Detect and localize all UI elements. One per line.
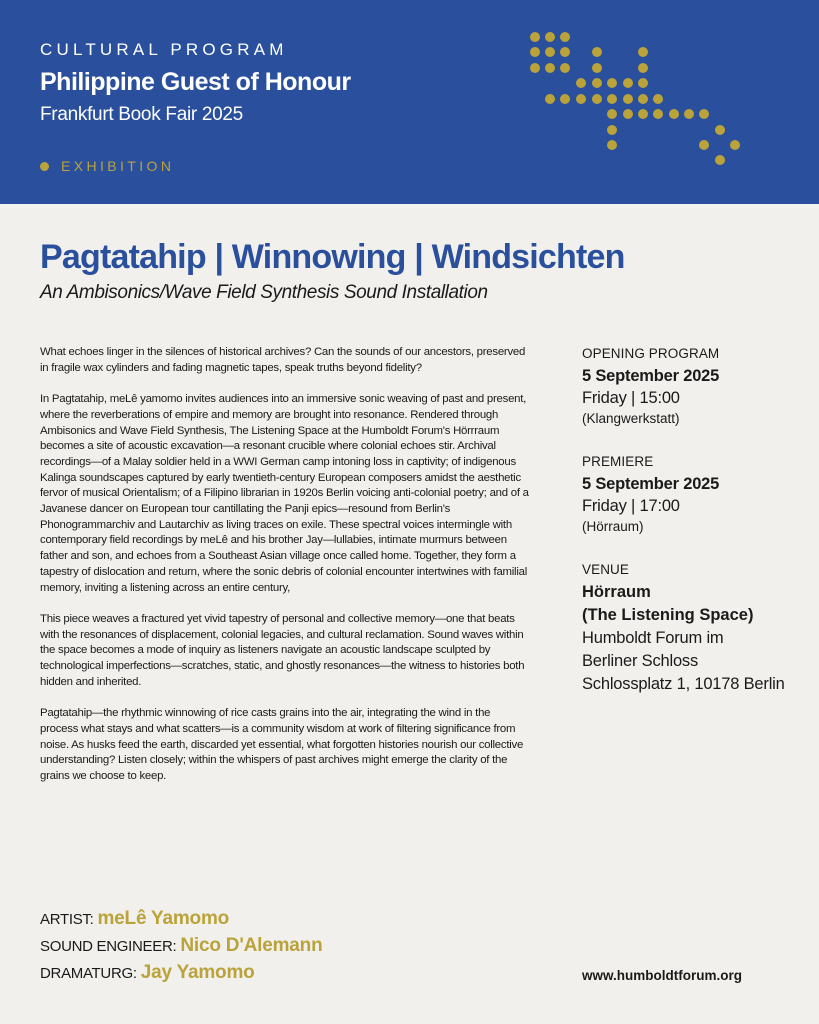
logo-dot bbox=[638, 47, 648, 57]
logo-dot bbox=[592, 63, 602, 73]
engineer-name: Nico D'Alemann bbox=[180, 935, 323, 956]
venue-block bbox=[582, 562, 812, 696]
logo-dot bbox=[592, 47, 602, 57]
logo-dot bbox=[576, 94, 586, 104]
header-banner bbox=[0, 0, 819, 204]
logo-dot bbox=[623, 109, 633, 119]
engineer-role: SOUND ENGINEER: bbox=[40, 938, 177, 955]
website-link[interactable]: www.humboldtforum.org bbox=[582, 968, 742, 983]
credit-sound-engineer bbox=[40, 935, 323, 962]
logo-dot bbox=[607, 94, 617, 104]
page-subtitle: An Ambisonics/Wave Field Synthesis Sound Installation bbox=[40, 282, 488, 303]
logo-dot bbox=[684, 109, 694, 119]
opening-place: (Klangwerkstatt) bbox=[582, 411, 680, 426]
event-details bbox=[582, 346, 812, 724]
logo-dot bbox=[607, 140, 617, 150]
logo-dot bbox=[669, 109, 679, 119]
description-paragraph-1: What echoes linger in the silences of historical archives? Can the sounds of our ancestors, preserved in fragile wax cylinders and fading magnetic tapes, speak truths beyond fidelity? bbox=[40, 346, 526, 374]
logo-dot bbox=[607, 78, 617, 88]
description bbox=[40, 345, 530, 800]
logo-dot bbox=[715, 155, 725, 165]
logo-dot bbox=[560, 32, 570, 42]
logo-dot bbox=[530, 32, 540, 42]
logo-dot bbox=[592, 78, 602, 88]
venue-address-line-1: Humboldt Forum im bbox=[582, 629, 724, 647]
logo-dot bbox=[560, 47, 570, 57]
book-fair-title: Frankfurt Book Fair 2025 bbox=[40, 104, 243, 125]
venue-address-line-2: Berliner Schloss bbox=[582, 652, 699, 670]
venue-address-line-3: Schlossplatz 1, 10178 Berlin bbox=[582, 675, 785, 693]
logo-dot bbox=[699, 140, 709, 150]
dramaturg-role: DRAMATURG: bbox=[40, 965, 137, 982]
opening-date: 5 September 2025 bbox=[582, 367, 720, 385]
dot-pattern-logo bbox=[0, 0, 819, 204]
logo-dot bbox=[623, 78, 633, 88]
logo-dot bbox=[560, 94, 570, 104]
logo-dot bbox=[607, 109, 617, 119]
description-paragraph-3: This piece weaves a fractured yet vivid tapestry of personal and collective memory—one that beats with the resonances of displacement, colonial legacies, and cultural reclamation. Sound waves within the space becomes a mode of inquiry as listeners navigate an acoustic landscape sculpted by technological imperfections—scratches, static, and ghostly resonances—the witness to histories both hidden and inherited. bbox=[40, 612, 525, 688]
logo-dot bbox=[638, 109, 648, 119]
opening-time: Friday | 15:00 bbox=[582, 389, 680, 407]
logo-dot bbox=[638, 63, 648, 73]
logo-dot bbox=[530, 63, 540, 73]
logo-dot bbox=[623, 94, 633, 104]
logo-dot bbox=[545, 47, 555, 57]
dramaturg-name: Jay Yamomo bbox=[140, 962, 255, 983]
premiere-label: PREMIERE bbox=[582, 454, 654, 469]
guest-of-honour-title: Philippine Guest of Honour bbox=[40, 68, 351, 96]
logo-dot bbox=[638, 78, 648, 88]
logo-dot bbox=[699, 109, 709, 119]
logo-dot bbox=[653, 94, 663, 104]
logo-dot bbox=[576, 78, 586, 88]
venue-label: VENUE bbox=[582, 562, 630, 577]
logo-dot bbox=[545, 94, 555, 104]
venue-name-line-1: Hörraum bbox=[582, 583, 651, 601]
description-paragraph-4: Pagtatahip—the rhythmic winnowing of rice casts grains into the air, integrating the wind in the process what stays and what scatters—is a community wisdom at work of filtering significance from noise. As husks feed the earth, discarded yet essential, what forgotten histories nourish our collective understanding? Listen closely; within the whispers of past archives might emerge the clarity of the grains we choose to keep. bbox=[40, 707, 524, 782]
page-title: Pagtatahip | Winnowing | Windsichten bbox=[40, 238, 625, 276]
premiere-time: Friday | 17:00 bbox=[582, 497, 680, 515]
premiere-block bbox=[582, 454, 812, 534]
logo-dot bbox=[730, 140, 740, 150]
logo-dot bbox=[545, 32, 555, 42]
credit-dramaturg bbox=[40, 962, 323, 989]
logo-dot bbox=[560, 63, 570, 73]
logo-dot bbox=[653, 109, 663, 119]
artist-role: ARTIST: bbox=[40, 911, 94, 928]
program-kicker: CULTURAL PROGRAM bbox=[40, 40, 288, 59]
logo-dot bbox=[715, 125, 725, 135]
artist-name: meLê Yamomo bbox=[97, 908, 230, 929]
premiere-date: 5 September 2025 bbox=[582, 475, 720, 493]
premiere-place: (Hörraum) bbox=[582, 519, 644, 534]
opening-program-block bbox=[582, 346, 812, 426]
opening-label: OPENING PROGRAM bbox=[582, 346, 720, 361]
category-text: EXHIBITION bbox=[61, 158, 175, 174]
logo-dot bbox=[592, 94, 602, 104]
credits bbox=[40, 908, 323, 989]
venue-name-line-2: (The Listening Space) bbox=[582, 606, 754, 624]
logo-dot bbox=[607, 125, 617, 135]
logo-dot bbox=[545, 63, 555, 73]
credit-artist bbox=[40, 908, 323, 935]
logo-dot bbox=[530, 47, 540, 57]
logo-dot bbox=[638, 94, 648, 104]
description-paragraph-2: In Pagtatahip, meLê yamomo invites audiences into an immersive sonic weaving of past and present, where the reverberations of empire and memory are brought into resonance. Rendered through Ambisonics and Wave Field Synthesis, The Listening Space at the Humboldt Forum's Hörrraum becomes a site of acoustic excavation—a resonant crucible where colonial echoes stir. Archival recordings—of a Malay soldier held in a WWI German camp intoning loss in captivity; of indigenous Kalinga soundscapes captured by early twentieth-century European composers amidst the aesthetic fervor of musical Orientalism; of a Filipino librarian in 1920s Berlin voicing anti-colonial poetry; and of a Javanese dancer on European tour cantillating the Panji epics—resound from Berlin's Phonogrammarchiv and Lautarchiv as living traces on exile. These spectral voices intermingle with contemporary field recordings by meLê and his brother Jay—lullabies, intimate murmurs between father and son, and echoes from a Southeast Asian village once called home. Together, they form a tapestry of dislocation and return, where the sonic debris of colonial encounter intertwines with familial memory, inviting a listening across an entire century, bbox=[40, 393, 529, 594]
